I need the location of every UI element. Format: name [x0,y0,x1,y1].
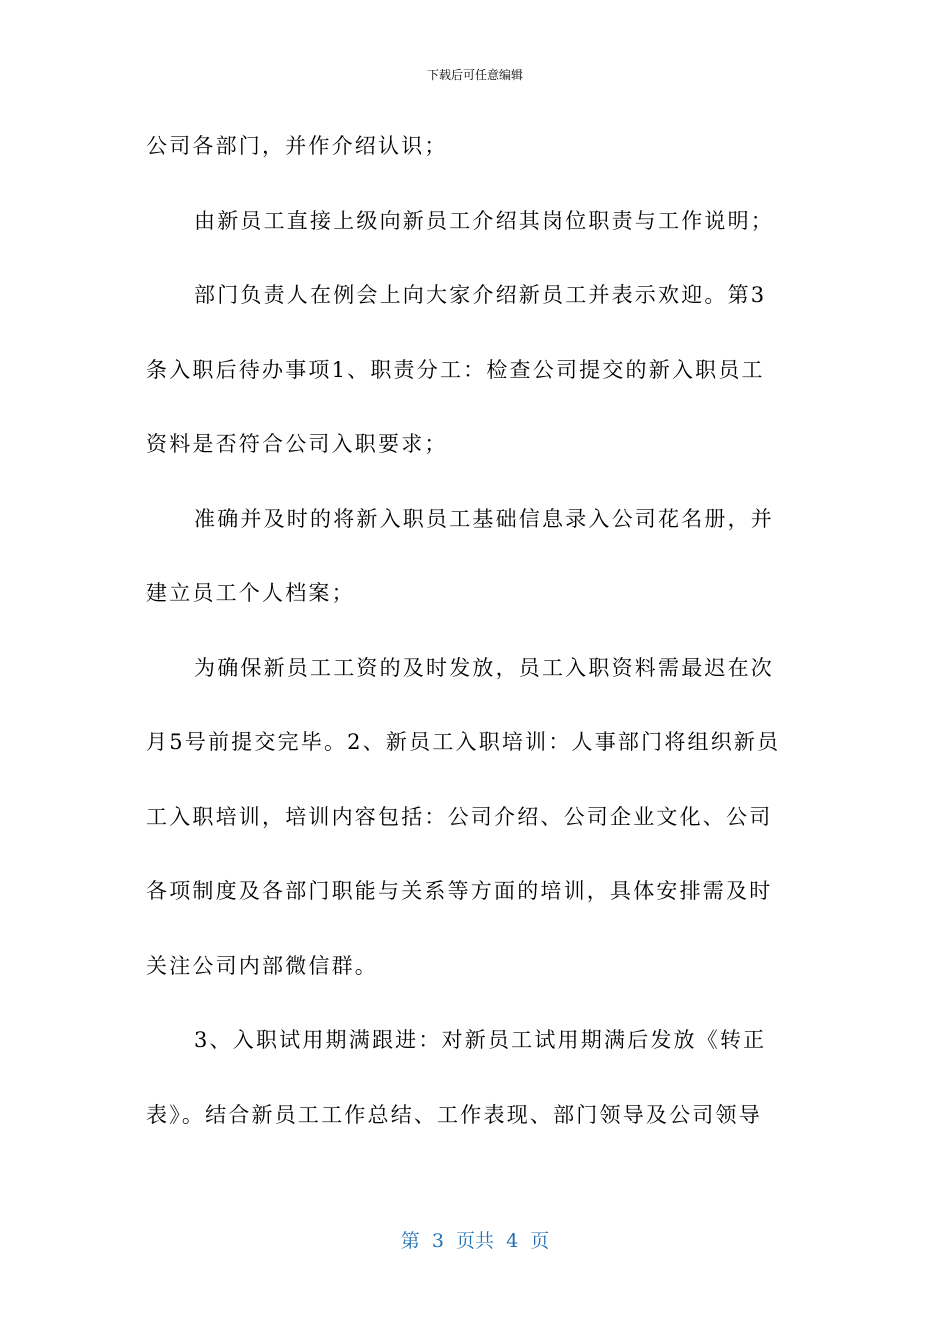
paragraph-line: 资料是否符合公司入职要求； [146,432,448,456]
paragraph-line: 部门负责人在例会上向大家介绍新员工并表示欢迎。第3 [194,283,767,307]
paragraph-line: 工入职培训，培训内容包括：公司介绍、公司企业文化、公司 [146,804,773,829]
paragraph-line: 准确并及时的将新入职员工基础信息录入公司花名册，并 [194,506,774,531]
paragraph-line: 表》。结合新员工工作总结、工作表现、部门领导及公司领导 [146,1102,762,1127]
header-note: 下载后可任意编辑 [426,68,523,82]
paragraph-line: 关注公司内部微信群。 [146,953,378,978]
paragraph-line: 月5号前提交完毕。2、新员工入职培训：人事部门将组织新员 [146,730,781,754]
paragraph-line: 3、入职试用期满跟进：对新员工试用期满后发放《转正 [194,1028,767,1052]
page-number-footer: 第 3 页共 4 页 [400,1230,550,1252]
paragraph-line: 由新员工直接上级向新员工介绍其岗位职责与工作说明； [194,208,774,233]
document-body [146,121,806,1164]
paragraph-line: 各项制度及各部门职能与关系等方面的培训，具体安排需及时 [146,879,773,903]
paragraph-line: 为确保新员工工资的及时发放，员工入职资料需最迟在次 [194,655,774,680]
paragraph-line: 公司各部门，并作介绍认识； [146,134,448,158]
paragraph-line: 建立员工个人档案； [146,581,355,605]
paragraph-line: 条入职后待办事项1、职责分工：检查公司提交的新入职员工 [146,357,765,382]
